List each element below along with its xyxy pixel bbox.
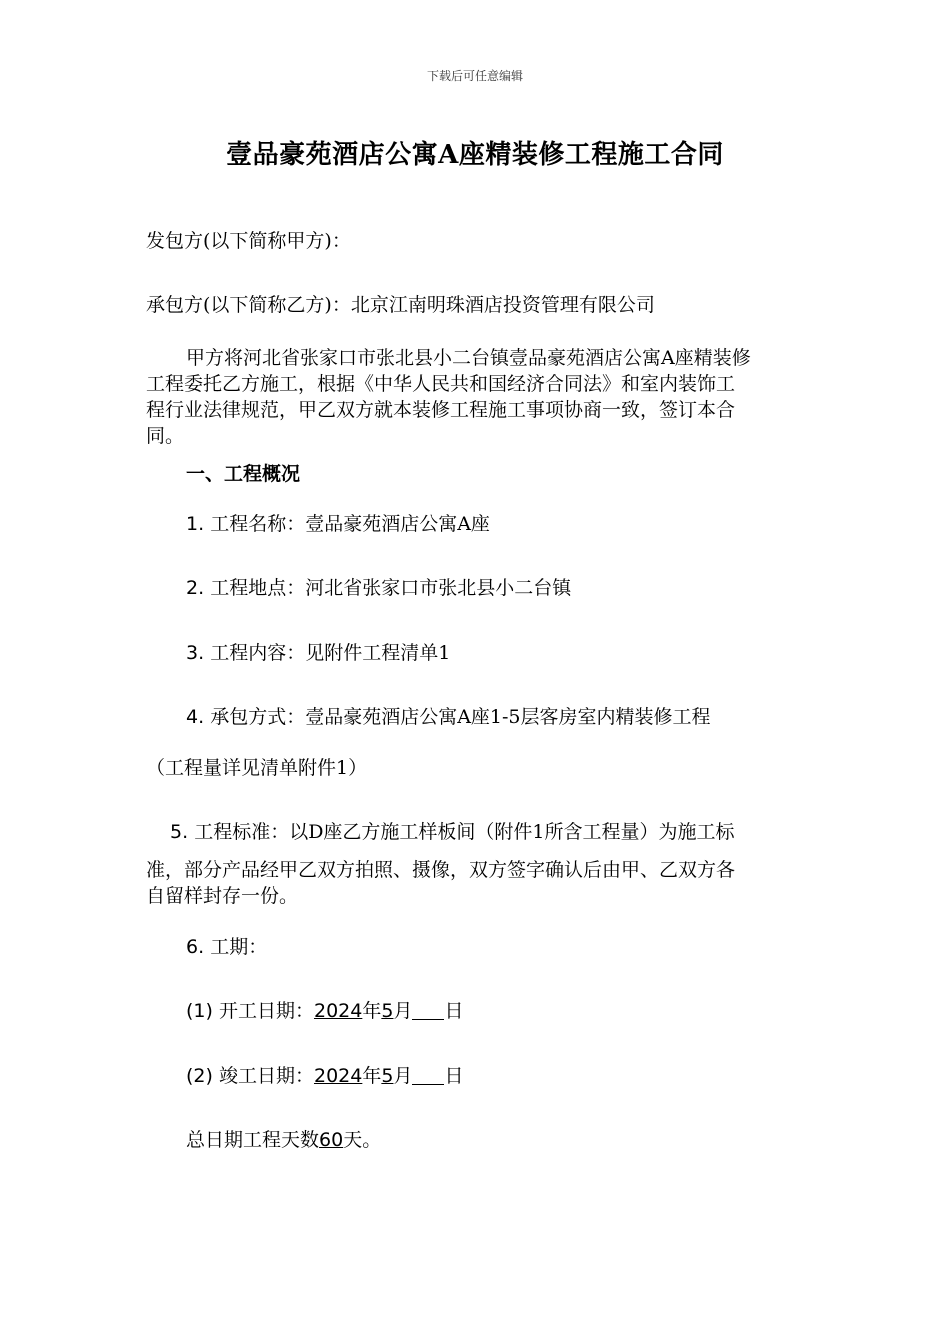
end-month-unit: 月	[393, 1065, 413, 1087]
item-3-text: 工程内容：见附件工程清单1	[210, 642, 451, 664]
end-day-blank	[412, 1066, 444, 1085]
item-4-text: 承包方式：壹品豪苑酒店公寓A座1-5层客房室内精装修工程	[210, 706, 711, 728]
intro-line-4: 同。	[146, 425, 185, 447]
end-year-unit: 年	[362, 1065, 382, 1087]
item-1-text: 工程名称：壹品豪苑酒店公寓A座	[210, 513, 490, 535]
intro-line-1: 甲方将河北省张家口市张北县小二台镇壹品豪苑酒店公寓A座精装修	[186, 347, 751, 369]
end-day-unit: 日	[444, 1065, 464, 1087]
header-note: 下载后可任意编辑	[426, 69, 523, 83]
item-3	[186, 640, 851, 666]
start-day-unit: 日	[444, 1000, 464, 1022]
item-4-number: 4.	[186, 706, 205, 728]
start-date-label: 开工日期：	[218, 1000, 314, 1022]
item-6-number: 6.	[186, 936, 205, 958]
intro-line-3: 程行业法律规范，甲乙双方就本装修工程施工事项协商一致，签订本合	[146, 399, 736, 421]
end-date-line	[186, 1063, 851, 1089]
end-year: 2024	[313, 1065, 363, 1087]
end-date-number: (2)	[186, 1065, 213, 1087]
item-2-text: 工程地点：河北省张家口市张北县小二台镇	[210, 577, 572, 599]
party-b-line	[146, 292, 811, 318]
item-2	[186, 575, 851, 601]
start-month-unit: 月	[393, 1000, 413, 1022]
contract-title: 壹品豪苑酒店公寓A座精装修工程施工合同	[226, 140, 724, 170]
item-5-number: 5.	[170, 821, 189, 843]
item-2-number: 2.	[186, 577, 205, 599]
party-a-line: 发包方(以下简称甲方)：	[146, 230, 351, 252]
total-days-line	[186, 1127, 851, 1153]
item-4	[186, 704, 851, 730]
item-4-continuation: （工程量详见清单附件1）	[146, 757, 368, 779]
start-year-unit: 年	[362, 1000, 382, 1022]
end-month: 5	[381, 1065, 394, 1087]
section-1-heading: 一、工程概况	[186, 463, 301, 485]
start-date-line	[186, 998, 851, 1024]
item-5-line-3: 自留样封存一份。	[146, 885, 299, 907]
item-1-number: 1.	[186, 513, 205, 535]
start-day-blank	[412, 1001, 444, 1020]
item-6-text: 工期：	[210, 936, 268, 958]
item-5	[170, 819, 835, 845]
intro-line-2: 工程委托乙方施工，根据《中华人民共和国经济合同法》和室内装饰工	[146, 373, 736, 395]
item-3-number: 3.	[186, 642, 205, 664]
total-days-prefix: 总日期工程天数	[186, 1129, 320, 1151]
end-date-label: 竣工日期：	[218, 1065, 314, 1087]
total-days-suffix: 天。	[343, 1129, 382, 1151]
party-b-label: 承包方(以下简称乙方)：	[146, 294, 351, 316]
total-days-value: 60	[319, 1129, 344, 1151]
start-date-number: (1)	[186, 1000, 213, 1022]
start-year: 2024	[313, 1000, 363, 1022]
item-5-line-2: 准，部分产品经甲乙双方拍照、摄像，双方签字确认后由甲、乙双方各	[146, 859, 736, 881]
item-5-text: 工程标准：以D座乙方施工样板间（附件1所含工程量）为施工标	[194, 821, 735, 843]
item-1	[186, 511, 851, 537]
party-b-name: 北京江南明珠酒店投资管理有限公司	[350, 294, 655, 316]
start-month: 5	[381, 1000, 394, 1022]
item-6	[186, 934, 851, 960]
